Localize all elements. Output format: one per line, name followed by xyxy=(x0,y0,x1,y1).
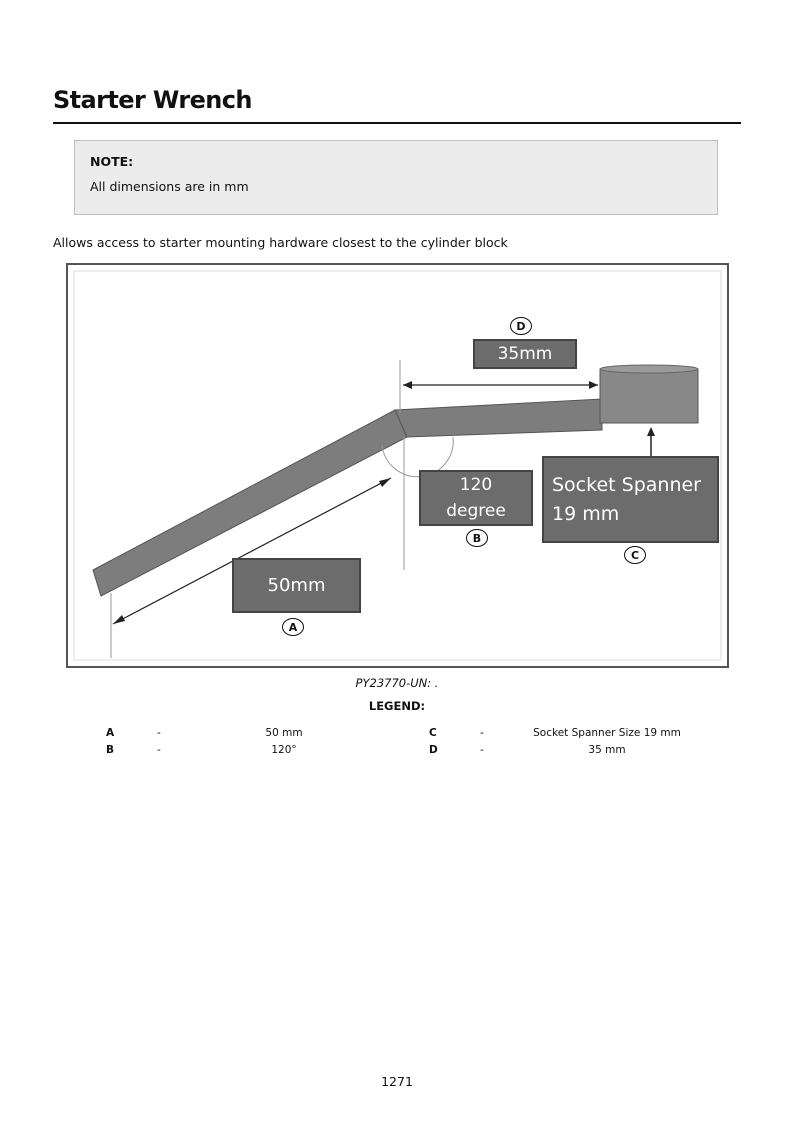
legend-dash-c: - xyxy=(480,727,484,739)
socket-spanner-text-2: 19 mm xyxy=(552,502,620,525)
dimension-d-label xyxy=(473,339,577,369)
legend-key-b: B xyxy=(106,744,115,756)
figure-caption: PY23770-UN: . xyxy=(355,676,439,690)
socket-spanner-text-1: Socket Spanner xyxy=(552,473,701,496)
dimension-b-text-2: degree xyxy=(446,501,506,521)
note-label: NOTE: xyxy=(90,154,134,169)
callout-c: C xyxy=(624,546,646,564)
legend-value-a: 50 mm xyxy=(265,727,303,739)
legend-dash-d: - xyxy=(480,744,484,756)
callout-d: D xyxy=(510,317,532,335)
note-text: All dimensions are in mm xyxy=(90,179,249,194)
wrench-figure xyxy=(66,263,729,668)
legend-value-d: 35 mm xyxy=(588,744,626,756)
legend-dash-b: - xyxy=(157,744,161,756)
note-box xyxy=(74,140,718,215)
legend-value-b: 120° xyxy=(271,744,297,756)
legend-key-a: A xyxy=(106,727,115,739)
callout-b: B xyxy=(466,529,488,547)
dimension-a-text: 50mm xyxy=(267,575,326,596)
page-title: Starter Wrench xyxy=(53,86,252,114)
legend-dash-a: - xyxy=(157,727,161,739)
dimension-b-text-1: 120 xyxy=(459,475,493,495)
page-number: 1271 xyxy=(381,1074,413,1089)
callout-a: A xyxy=(282,618,304,636)
dimension-a-label xyxy=(232,558,361,613)
legend-key-d: D xyxy=(429,744,438,756)
dimension-b-label xyxy=(419,470,533,526)
title-divider xyxy=(53,122,741,124)
legend-key-c: C xyxy=(429,727,437,739)
legend-title: LEGEND: xyxy=(368,699,426,713)
legend-value-c: Socket Spanner Size 19 mm xyxy=(533,727,681,739)
intro-text: Allows access to starter mounting hardware closest to the cylinder block xyxy=(53,235,508,250)
socket-spanner-label xyxy=(542,456,719,543)
dimension-d-text: 35mm xyxy=(497,344,553,364)
